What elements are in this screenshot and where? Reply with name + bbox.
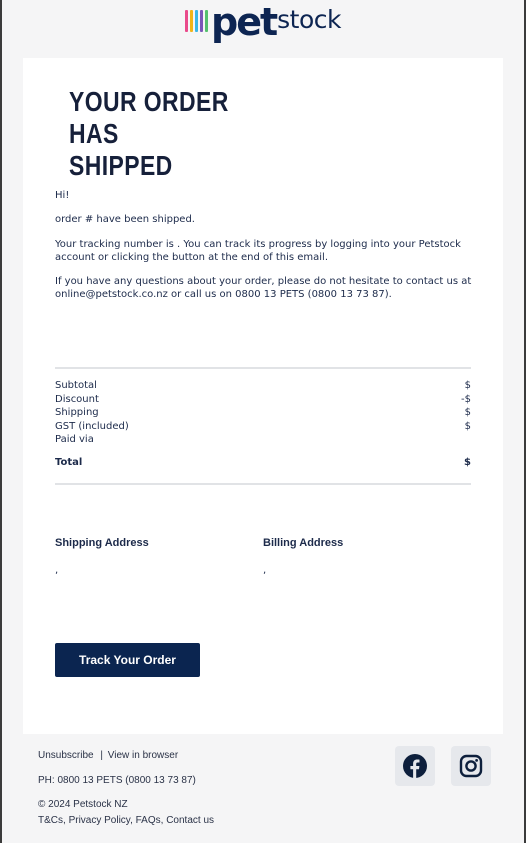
totals-row-paid-via — [55, 433, 471, 447]
email-header — [2, 0, 524, 58]
title-line-1: YOUR ORDER HAS — [69, 86, 229, 149]
footer-link-comma: , — [63, 815, 69, 826]
facebook-button[interactable] — [395, 746, 435, 786]
logo-bar-yellow — [190, 10, 193, 32]
questions-text: If you have any questions about your order, please do not hesitate to contact us at online@petstock.co.nz or call us on 0800 13 PETS (0800 13 73 87). — [55, 276, 472, 300]
order-shipped-text: order # have been shipped. — [55, 214, 195, 225]
track-order-button[interactable]: Track Your Order — [55, 643, 200, 677]
page-title — [69, 86, 282, 182]
totals-row-shipping — [55, 406, 471, 420]
totals-row-total — [55, 456, 471, 470]
logo-text-pet: pet — [211, 0, 277, 44]
email-body-card — [23, 58, 503, 734]
totals-label: Shipping — [55, 407, 99, 418]
logo-bar-pink — [185, 10, 188, 32]
shipping-address-heading: Shipping Address — [55, 537, 149, 549]
billing-address-value: , — [263, 565, 267, 576]
footer-link-privacy[interactable]: Privacy Policy — [68, 815, 131, 826]
billing-address-heading: Billing Address — [263, 537, 344, 549]
logo-text-stock: stock — [277, 5, 341, 34]
totals-row-discount — [55, 393, 471, 407]
footer-copyright: © 2024 Petstock NZ — [38, 799, 128, 810]
footer-link-comma: , — [130, 815, 136, 826]
logo-bar-purple — [200, 10, 203, 32]
totals-label: Subtotal — [55, 380, 97, 391]
greeting-punctuation: ! — [65, 190, 70, 201]
totals-value: $ — [464, 407, 471, 418]
totals-row-gst — [55, 420, 471, 434]
shipping-address-value: , — [55, 565, 59, 576]
petstock-logo[interactable] — [185, 0, 341, 44]
totals-divider-bottom — [55, 483, 471, 485]
order-totals — [55, 379, 471, 469]
totals-value: $ — [464, 420, 471, 432]
facebook-icon — [403, 754, 427, 778]
footer-separator: | — [100, 750, 103, 761]
greeting-text: Hi — [55, 190, 66, 201]
footer-link-contact[interactable]: Contact us — [166, 815, 215, 826]
logo-bars-icon — [185, 10, 208, 32]
total-label: Total — [55, 456, 83, 468]
logo-bar-blue — [195, 10, 198, 32]
totals-divider-top — [55, 367, 471, 369]
footer-link-terms[interactable]: T&Cs — [38, 815, 63, 826]
tracking-text: Your tracking number is . You can track its progress by logging into your Petstock account or clicking the button at the end of this email. — [55, 239, 461, 263]
footer-phone: PH: 0800 13 PETS (0800 13 73 87) — [38, 775, 196, 786]
totals-label: Discount — [55, 393, 99, 405]
footer-link-faqs[interactable]: FAQs — [135, 815, 161, 826]
totals-row-subtotal — [55, 379, 471, 393]
window-frame-left — [0, 0, 2, 843]
totals-value: $ — [464, 380, 471, 391]
view-in-browser-link[interactable]: View in browser — [107, 750, 179, 761]
greeting — [55, 189, 483, 202]
footer-links — [38, 815, 214, 826]
footer-link-comma: , — [160, 815, 167, 826]
title-line-2: SHIPPED — [69, 150, 173, 181]
footer-preferences — [38, 750, 178, 761]
logo-bar-green — [205, 10, 208, 32]
totals-label: Paid via — [55, 434, 94, 445]
instagram-icon — [459, 754, 483, 778]
unsubscribe-link[interactable]: Unsubscribe — [38, 750, 94, 761]
total-value: $ — [464, 456, 471, 468]
totals-value: -$ — [461, 393, 471, 405]
totals-label: GST (included) — [55, 420, 129, 432]
instagram-button[interactable] — [451, 746, 491, 786]
